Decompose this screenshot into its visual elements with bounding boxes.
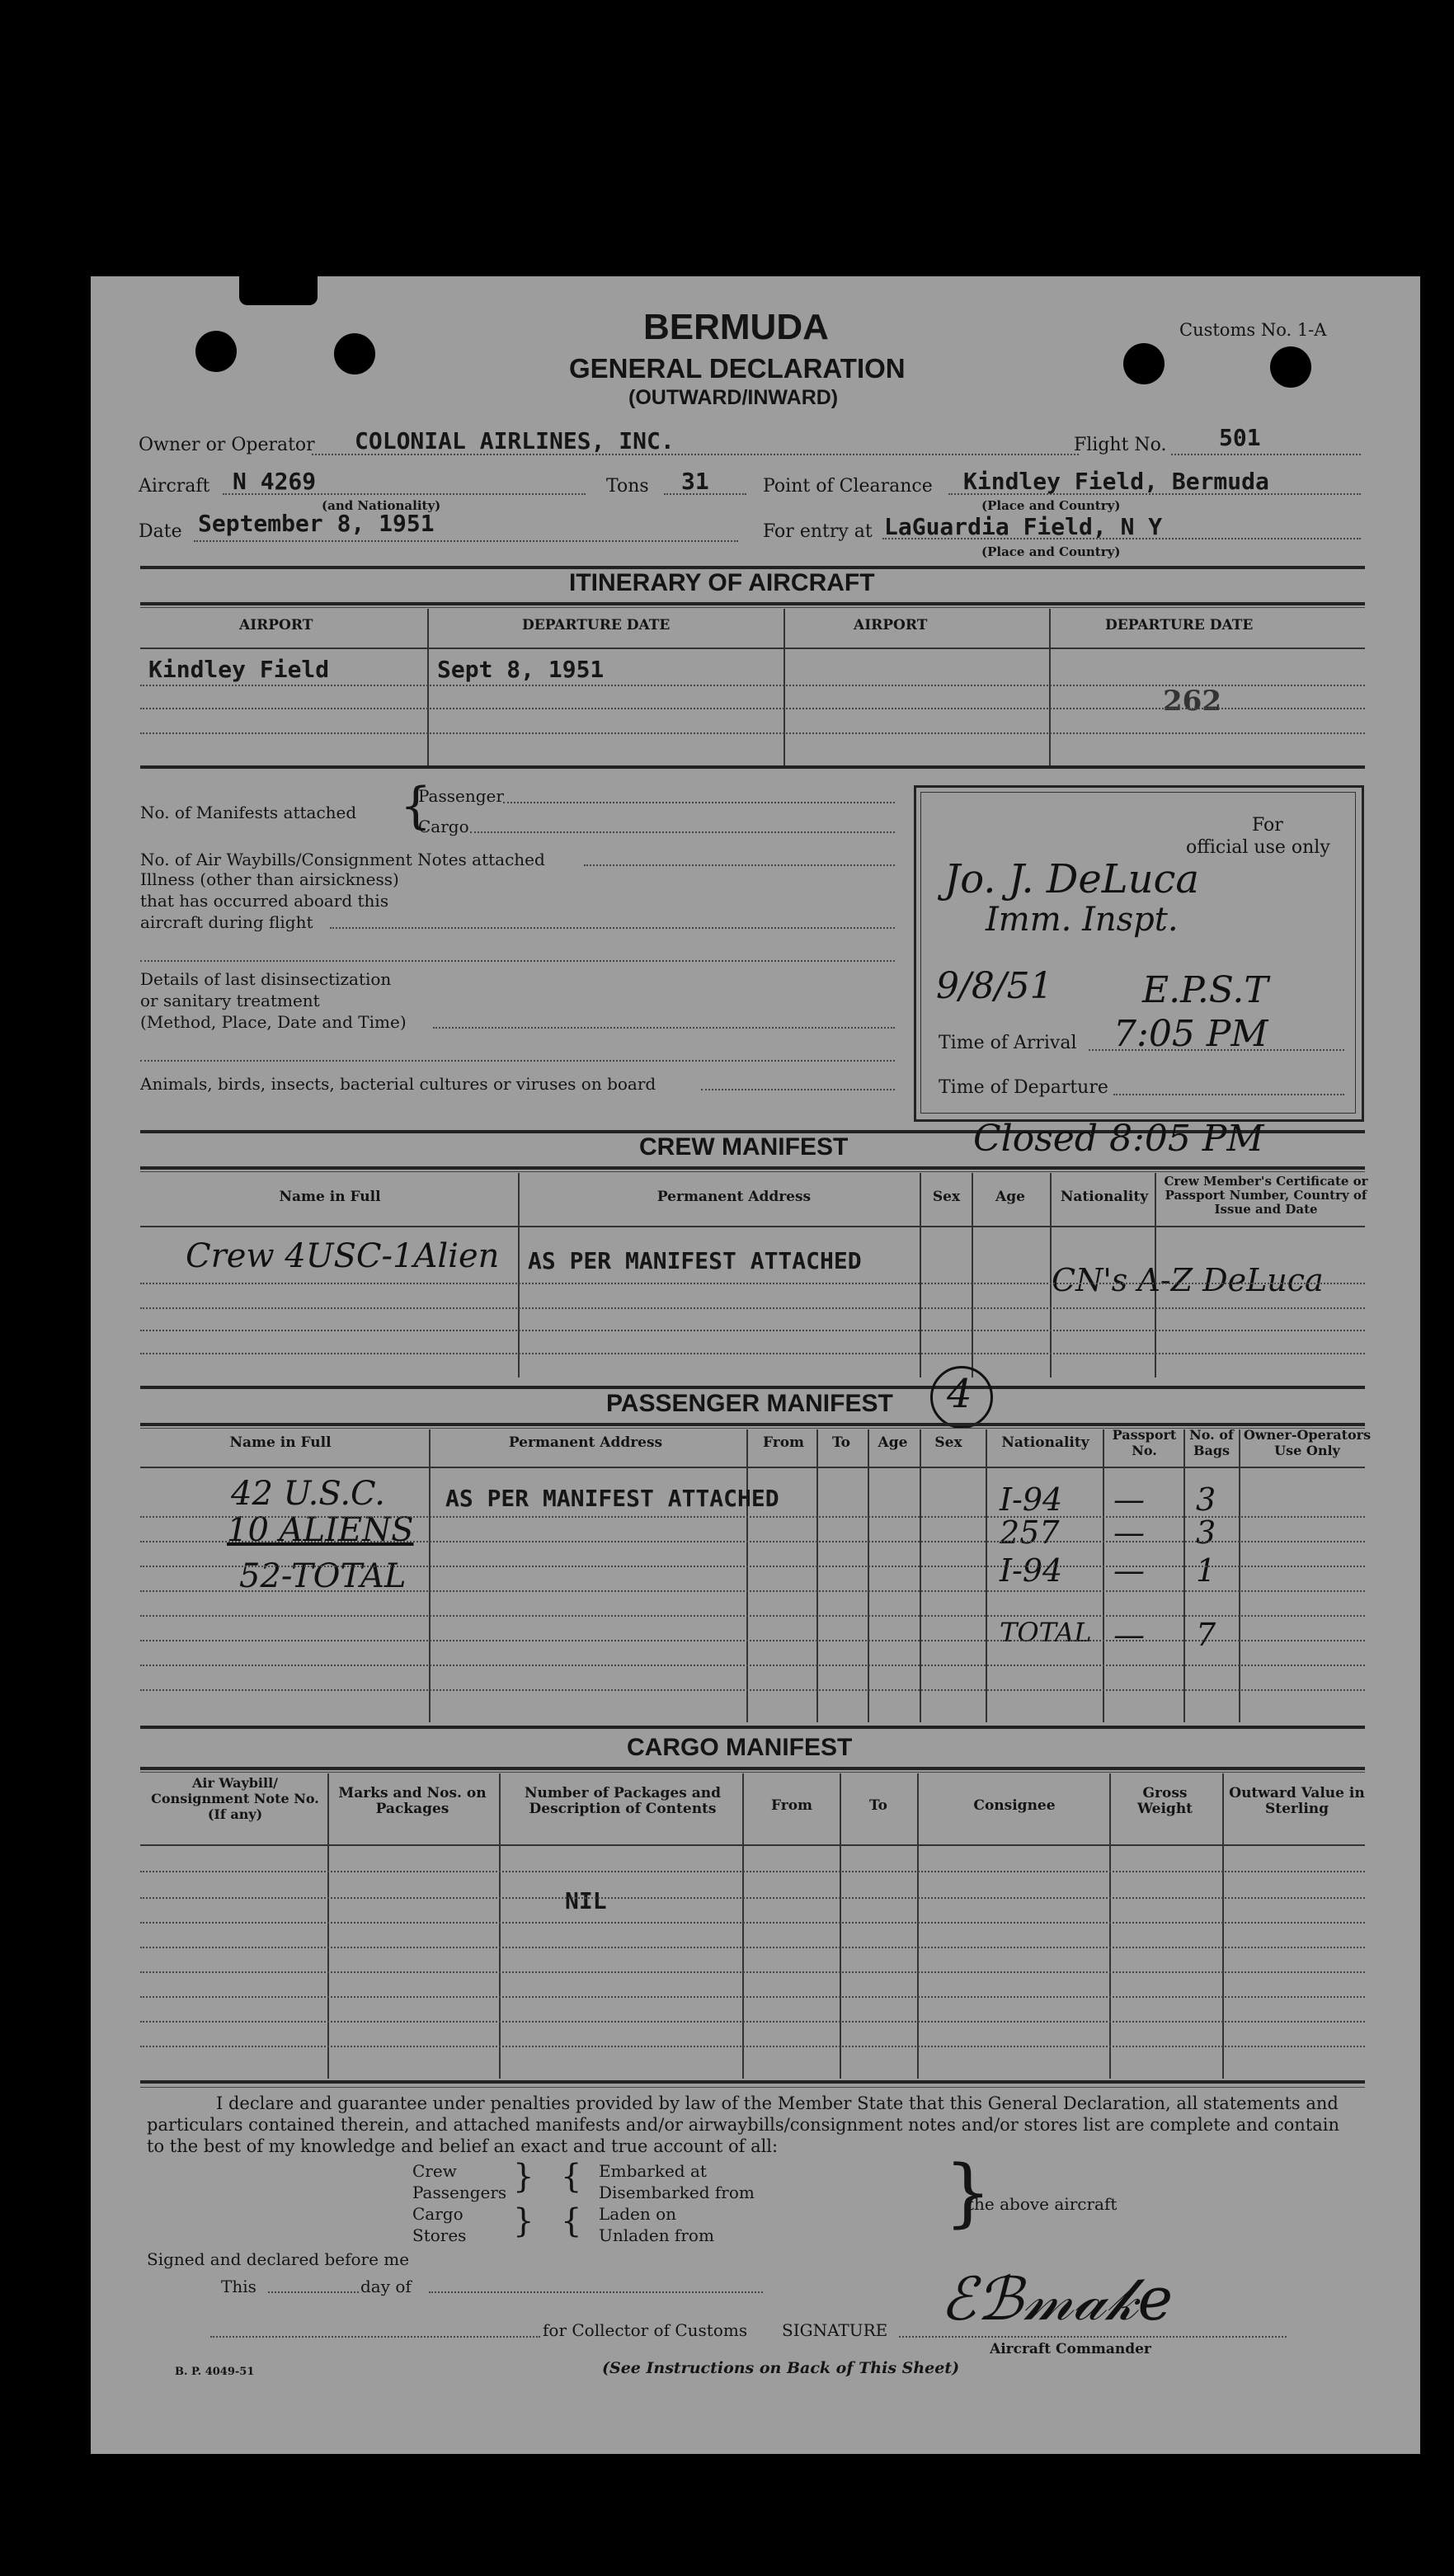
cargo-line xyxy=(470,831,895,833)
cargo-col-packages: Number of Packages and Description of Contents xyxy=(525,1785,721,1817)
departure-label: Time of Departure xyxy=(939,1077,1108,1098)
crew-address: AS PER MANIFEST ATTACHED xyxy=(528,1247,862,1274)
pax-col-name: Name in Full xyxy=(229,1434,332,1451)
passenger-line xyxy=(503,802,895,803)
pax-col-address: Permanent Address xyxy=(508,1434,663,1451)
declaration-text-1: I declare and guarantee under penalties provided by law of the Member State that this General Declaration, all statements and xyxy=(216,2093,1339,2113)
paper-notch xyxy=(239,276,318,305)
pax-col-nationality: Nationality xyxy=(1001,1434,1089,1451)
itinerary-title: ITINERARY OF AIRCRAFT xyxy=(569,569,875,596)
pax-bags: 7 xyxy=(1196,1617,1216,1653)
flight-value: 501 xyxy=(1219,424,1261,451)
punch-hole-1 xyxy=(195,331,237,372)
cargo-label: Cargo xyxy=(418,817,469,836)
rule xyxy=(327,1773,329,2079)
pax-passport: — xyxy=(1113,1481,1145,1518)
rule xyxy=(499,1773,501,2079)
rule xyxy=(140,1307,1365,1309)
entry-label: For entry at xyxy=(763,521,873,542)
decl-signature: SIGNATURE xyxy=(782,2320,888,2340)
this-line xyxy=(268,2291,359,2293)
aircraft-value: N 4269 xyxy=(233,468,317,495)
pax-col-passport: Passport No. xyxy=(1112,1427,1177,1458)
time-zone: E.P.S.T xyxy=(1142,969,1268,1011)
arrival-label: Time of Arrival xyxy=(939,1033,1077,1053)
disinsect-label-3: (Method, Place, Date and Time) xyxy=(140,1012,407,1032)
declaration-text-2: particulars contained therein, and attached manifests and/or airwaybills/consignment notes and/or stores list are complete and contain xyxy=(147,2115,1340,2135)
collector-line xyxy=(210,2336,540,2338)
rule xyxy=(140,602,1365,605)
rule xyxy=(140,1353,1365,1354)
rule xyxy=(840,1773,841,2079)
disinsect-line xyxy=(433,1027,895,1029)
disinsect-line-2 xyxy=(140,1060,895,1062)
rule xyxy=(140,1226,1365,1227)
rule xyxy=(140,765,1365,769)
rule xyxy=(140,1330,1365,1331)
flight-label: Flight No. xyxy=(1074,435,1167,455)
decl-disembarked: Disembarked from xyxy=(599,2183,755,2202)
decl-stores: Stores xyxy=(412,2225,467,2245)
pax-col-owner: Owner-Operators Use Only xyxy=(1243,1427,1372,1458)
owner-value: COLONIAL AIRLINES, INC. xyxy=(355,427,675,454)
rule xyxy=(140,1726,1365,1729)
tons-label: Tons xyxy=(606,476,649,497)
rule xyxy=(140,1467,1365,1468)
entry-value: LaGuardia Field, N Y xyxy=(884,513,1163,540)
place-note: (Place and Country) xyxy=(981,498,1121,513)
decl-collector: for Collector of Customs xyxy=(543,2320,748,2340)
decl-cargo: Cargo xyxy=(412,2204,463,2224)
pax-bags: 3 xyxy=(1196,1481,1216,1518)
decl-commander: Aircraft Commander xyxy=(990,2341,1151,2357)
brace: { xyxy=(561,2158,582,2196)
form-direction: (OUTWARD/INWARD) xyxy=(628,386,839,409)
rule xyxy=(1183,1429,1185,1722)
rule xyxy=(140,1590,1365,1592)
rule xyxy=(429,1429,431,1722)
pax-name-3: 52-TOTAL xyxy=(239,1557,407,1595)
disinsect-label-1: Details of last disinsectization xyxy=(140,969,392,989)
waybills-label: No. of Air Waybills/Consignment Notes attached xyxy=(140,850,545,869)
decl-day-of: day of xyxy=(360,2277,412,2296)
decl-this: This xyxy=(221,2277,256,2296)
rule xyxy=(140,1166,1365,1170)
rule xyxy=(140,1283,1365,1284)
rule xyxy=(140,1516,1365,1518)
pax-name-2: 10 ALIENS xyxy=(227,1511,414,1549)
rule xyxy=(140,1947,1365,1948)
rule xyxy=(920,1173,921,1377)
decl-crew: Crew xyxy=(412,2161,457,2181)
tons-value: 31 xyxy=(681,468,709,495)
rule xyxy=(140,1640,1365,1641)
rule xyxy=(917,1773,919,2079)
cargo-col-weight: Gross Weight xyxy=(1136,1785,1193,1817)
form-code: B. P. 4049-51 xyxy=(175,2366,255,2378)
illness-line-2 xyxy=(140,960,895,962)
itin-col-departure-2: DEPARTURE DATE xyxy=(1105,617,1254,633)
date-value: September 8, 1951 xyxy=(198,510,435,537)
pax-col-from: From xyxy=(762,1434,805,1451)
rule xyxy=(140,648,1365,649)
rule xyxy=(972,1173,973,1377)
itin-col-airport-2: AIRPORT xyxy=(854,617,928,633)
brace: { xyxy=(400,777,432,835)
crew-cert-note: CN's A-Z DeLuca xyxy=(1052,1262,1324,1298)
rule xyxy=(868,1429,869,1722)
declaration-text-3: to the best of my knowledge and belief an exact and true account of all: xyxy=(147,2136,779,2156)
rule xyxy=(140,1922,1365,1924)
for-label: For xyxy=(1252,815,1283,836)
pax-address: AS PER MANIFEST ATTACHED xyxy=(445,1485,779,1512)
punch-hole-2 xyxy=(334,333,375,374)
form-subtitle: GENERAL DECLARATION xyxy=(569,353,906,384)
rule xyxy=(140,1566,1365,1567)
rule xyxy=(140,1971,1365,1973)
illness-line xyxy=(330,927,895,929)
brace: } xyxy=(944,2150,992,2236)
arrival-time: 7:05 PM xyxy=(1113,1013,1268,1055)
date-label: Date xyxy=(139,521,182,542)
rule xyxy=(783,609,785,767)
rule xyxy=(1239,1429,1240,1722)
rule xyxy=(140,1996,1365,1998)
rule xyxy=(140,708,1365,709)
punch-hole-4 xyxy=(1270,346,1311,388)
pax-col-sex: Sex xyxy=(934,1434,962,1451)
brace: } xyxy=(513,2202,534,2240)
rule xyxy=(140,1844,1365,1846)
nationality-note: (and Nationality) xyxy=(322,498,441,513)
rule xyxy=(140,2046,1365,2047)
passenger-label: Passenger xyxy=(418,786,504,806)
crew-name: Crew 4USC-1Alien xyxy=(186,1237,500,1275)
arrival-line xyxy=(1089,1049,1344,1051)
rule xyxy=(140,1615,1365,1617)
cargo-col-to: To xyxy=(868,1797,888,1814)
pax-bags: 3 xyxy=(1196,1514,1216,1551)
itin-col-airport: AIRPORT xyxy=(239,617,313,633)
decl-above-aircraft: the above aircraft xyxy=(967,2194,1118,2214)
rule xyxy=(140,1171,1365,1172)
cargo-col-consignee: Consignee xyxy=(973,1797,1056,1814)
animals-label: Animals, birds, insects, bacterial cultures or viruses on board xyxy=(140,1074,656,1094)
stamp-number: 262 xyxy=(1163,685,1221,718)
cargo-col-value: Outward Value in Sterling xyxy=(1229,1785,1365,1817)
place-note-2: (Place and Country) xyxy=(981,544,1121,559)
pax-passport: — xyxy=(1113,1617,1145,1653)
crew-col-nationality: Nationality xyxy=(1060,1189,1149,1205)
rule xyxy=(140,2087,1365,2088)
pax-bags: 1 xyxy=(1196,1552,1216,1589)
closed-note: Closed 8:05 PM xyxy=(973,1118,1264,1160)
rule xyxy=(140,1767,1365,1770)
rule xyxy=(140,2080,1365,2084)
decl-passengers: Passengers xyxy=(412,2183,507,2202)
crew-col-sex: Sex xyxy=(932,1189,961,1205)
flight-line xyxy=(1171,454,1361,455)
cargo-col-waybill: Air Waybill/ Consignment Note No. (If any) xyxy=(151,1775,319,1822)
illness-label-2: that has occurred aboard this xyxy=(140,891,389,911)
rule xyxy=(518,1173,520,1377)
rule xyxy=(140,1423,1365,1426)
brace: } xyxy=(513,2158,534,2196)
customs-number: Customs No. 1-A xyxy=(1179,320,1327,340)
aircraft-label: Aircraft xyxy=(139,476,210,497)
pax-col-age: Age xyxy=(878,1434,908,1451)
crew-col-address: Permanent Address xyxy=(656,1189,812,1205)
punch-hole-3 xyxy=(1123,343,1165,384)
rule xyxy=(986,1429,987,1722)
rule xyxy=(746,1429,748,1722)
circled-number: 4 xyxy=(947,1371,972,1417)
rule xyxy=(427,609,429,767)
rule xyxy=(1103,1429,1104,1722)
manifests-label: No. of Manifests attached xyxy=(140,803,357,822)
rule xyxy=(742,1773,744,2079)
rule xyxy=(140,1689,1365,1691)
rule xyxy=(1109,1773,1111,2079)
pax-nationality: I-94 xyxy=(1000,1481,1063,1518)
crew-col-cert: Crew Member's Certificate or Passport Number, Country of Issue and Date xyxy=(1164,1174,1368,1217)
rule xyxy=(140,1386,1365,1389)
pax-nationality: I-94 xyxy=(1000,1552,1063,1589)
rule xyxy=(1049,609,1051,767)
cargo-nil: NIL xyxy=(565,1887,607,1914)
rule xyxy=(140,732,1365,734)
rule xyxy=(140,2021,1365,2023)
cargo-title: CARGO MANIFEST xyxy=(627,1734,853,1761)
passenger-title: PASSENGER MANIFEST xyxy=(606,1390,893,1417)
decl-embarked: Embarked at xyxy=(599,2161,707,2181)
crew-col-age: Age xyxy=(995,1189,1025,1205)
form-title: BERMUDA xyxy=(643,307,829,347)
arrival-date: 9/8/51 xyxy=(936,965,1053,1007)
pax-col-bags: No. of Bags xyxy=(1189,1427,1234,1458)
date-line xyxy=(194,540,738,542)
rule xyxy=(140,1541,1365,1542)
pax-name-1: 42 U.S.C. xyxy=(231,1475,385,1513)
animals-line xyxy=(701,1089,895,1090)
rule xyxy=(920,1429,921,1722)
itin-col-departure: DEPARTURE DATE xyxy=(522,617,671,633)
rule xyxy=(140,1772,1365,1773)
disinsect-label-2: or sanitary treatment xyxy=(140,991,320,1010)
rule xyxy=(140,685,1365,686)
clearance-label: Point of Clearance xyxy=(763,476,933,497)
signature-line xyxy=(899,2336,1287,2338)
illness-label-3: aircraft during flight xyxy=(140,912,313,932)
rule xyxy=(140,607,1365,608)
brace: { xyxy=(561,2202,582,2240)
illness-label-1: Illness (other than airsickness) xyxy=(140,869,399,889)
cargo-col-marks: Marks and Nos. on Packages xyxy=(338,1785,487,1817)
decl-signed: Signed and declared before me xyxy=(147,2249,410,2269)
rule xyxy=(140,1665,1365,1666)
cargo-col-from: From xyxy=(770,1797,813,1814)
inspector-title: Imm. Inspt. xyxy=(986,901,1179,939)
rule xyxy=(816,1429,818,1722)
decl-laden: Laden on xyxy=(599,2204,677,2224)
commander-signature: ℰℬ𝓂𝒶𝓀𝑒 xyxy=(940,2264,1174,2333)
pax-nationality: TOTAL xyxy=(1000,1617,1092,1648)
departure-line xyxy=(1113,1094,1344,1095)
itin-airport: Kindley Field xyxy=(148,656,330,683)
decl-instructions: (See Instructions on Back of This Sheet) xyxy=(602,2359,960,2377)
pax-col-to: To xyxy=(831,1434,851,1451)
owner-label: Owner or Operator xyxy=(139,435,315,455)
rule xyxy=(140,1871,1365,1872)
official-use-label: official use only xyxy=(1186,837,1330,858)
waybills-line xyxy=(584,864,895,866)
pax-nationality: 257 xyxy=(1000,1514,1060,1551)
itin-date: Sept 8, 1951 xyxy=(437,656,605,683)
crew-title: CREW MANIFEST xyxy=(639,1133,849,1161)
inspector-signature: Jo. J. DeLuca xyxy=(944,856,1200,902)
pax-passport: — xyxy=(1113,1514,1145,1551)
day-of-line xyxy=(429,2291,763,2293)
decl-unladen: Unladen from xyxy=(599,2225,714,2245)
pax-passport: — xyxy=(1113,1552,1145,1589)
crew-col-name: Name in Full xyxy=(279,1189,381,1205)
rule xyxy=(140,1897,1365,1899)
clearance-value: Kindley Field, Bermuda xyxy=(963,468,1269,495)
rule xyxy=(1222,1773,1224,2079)
